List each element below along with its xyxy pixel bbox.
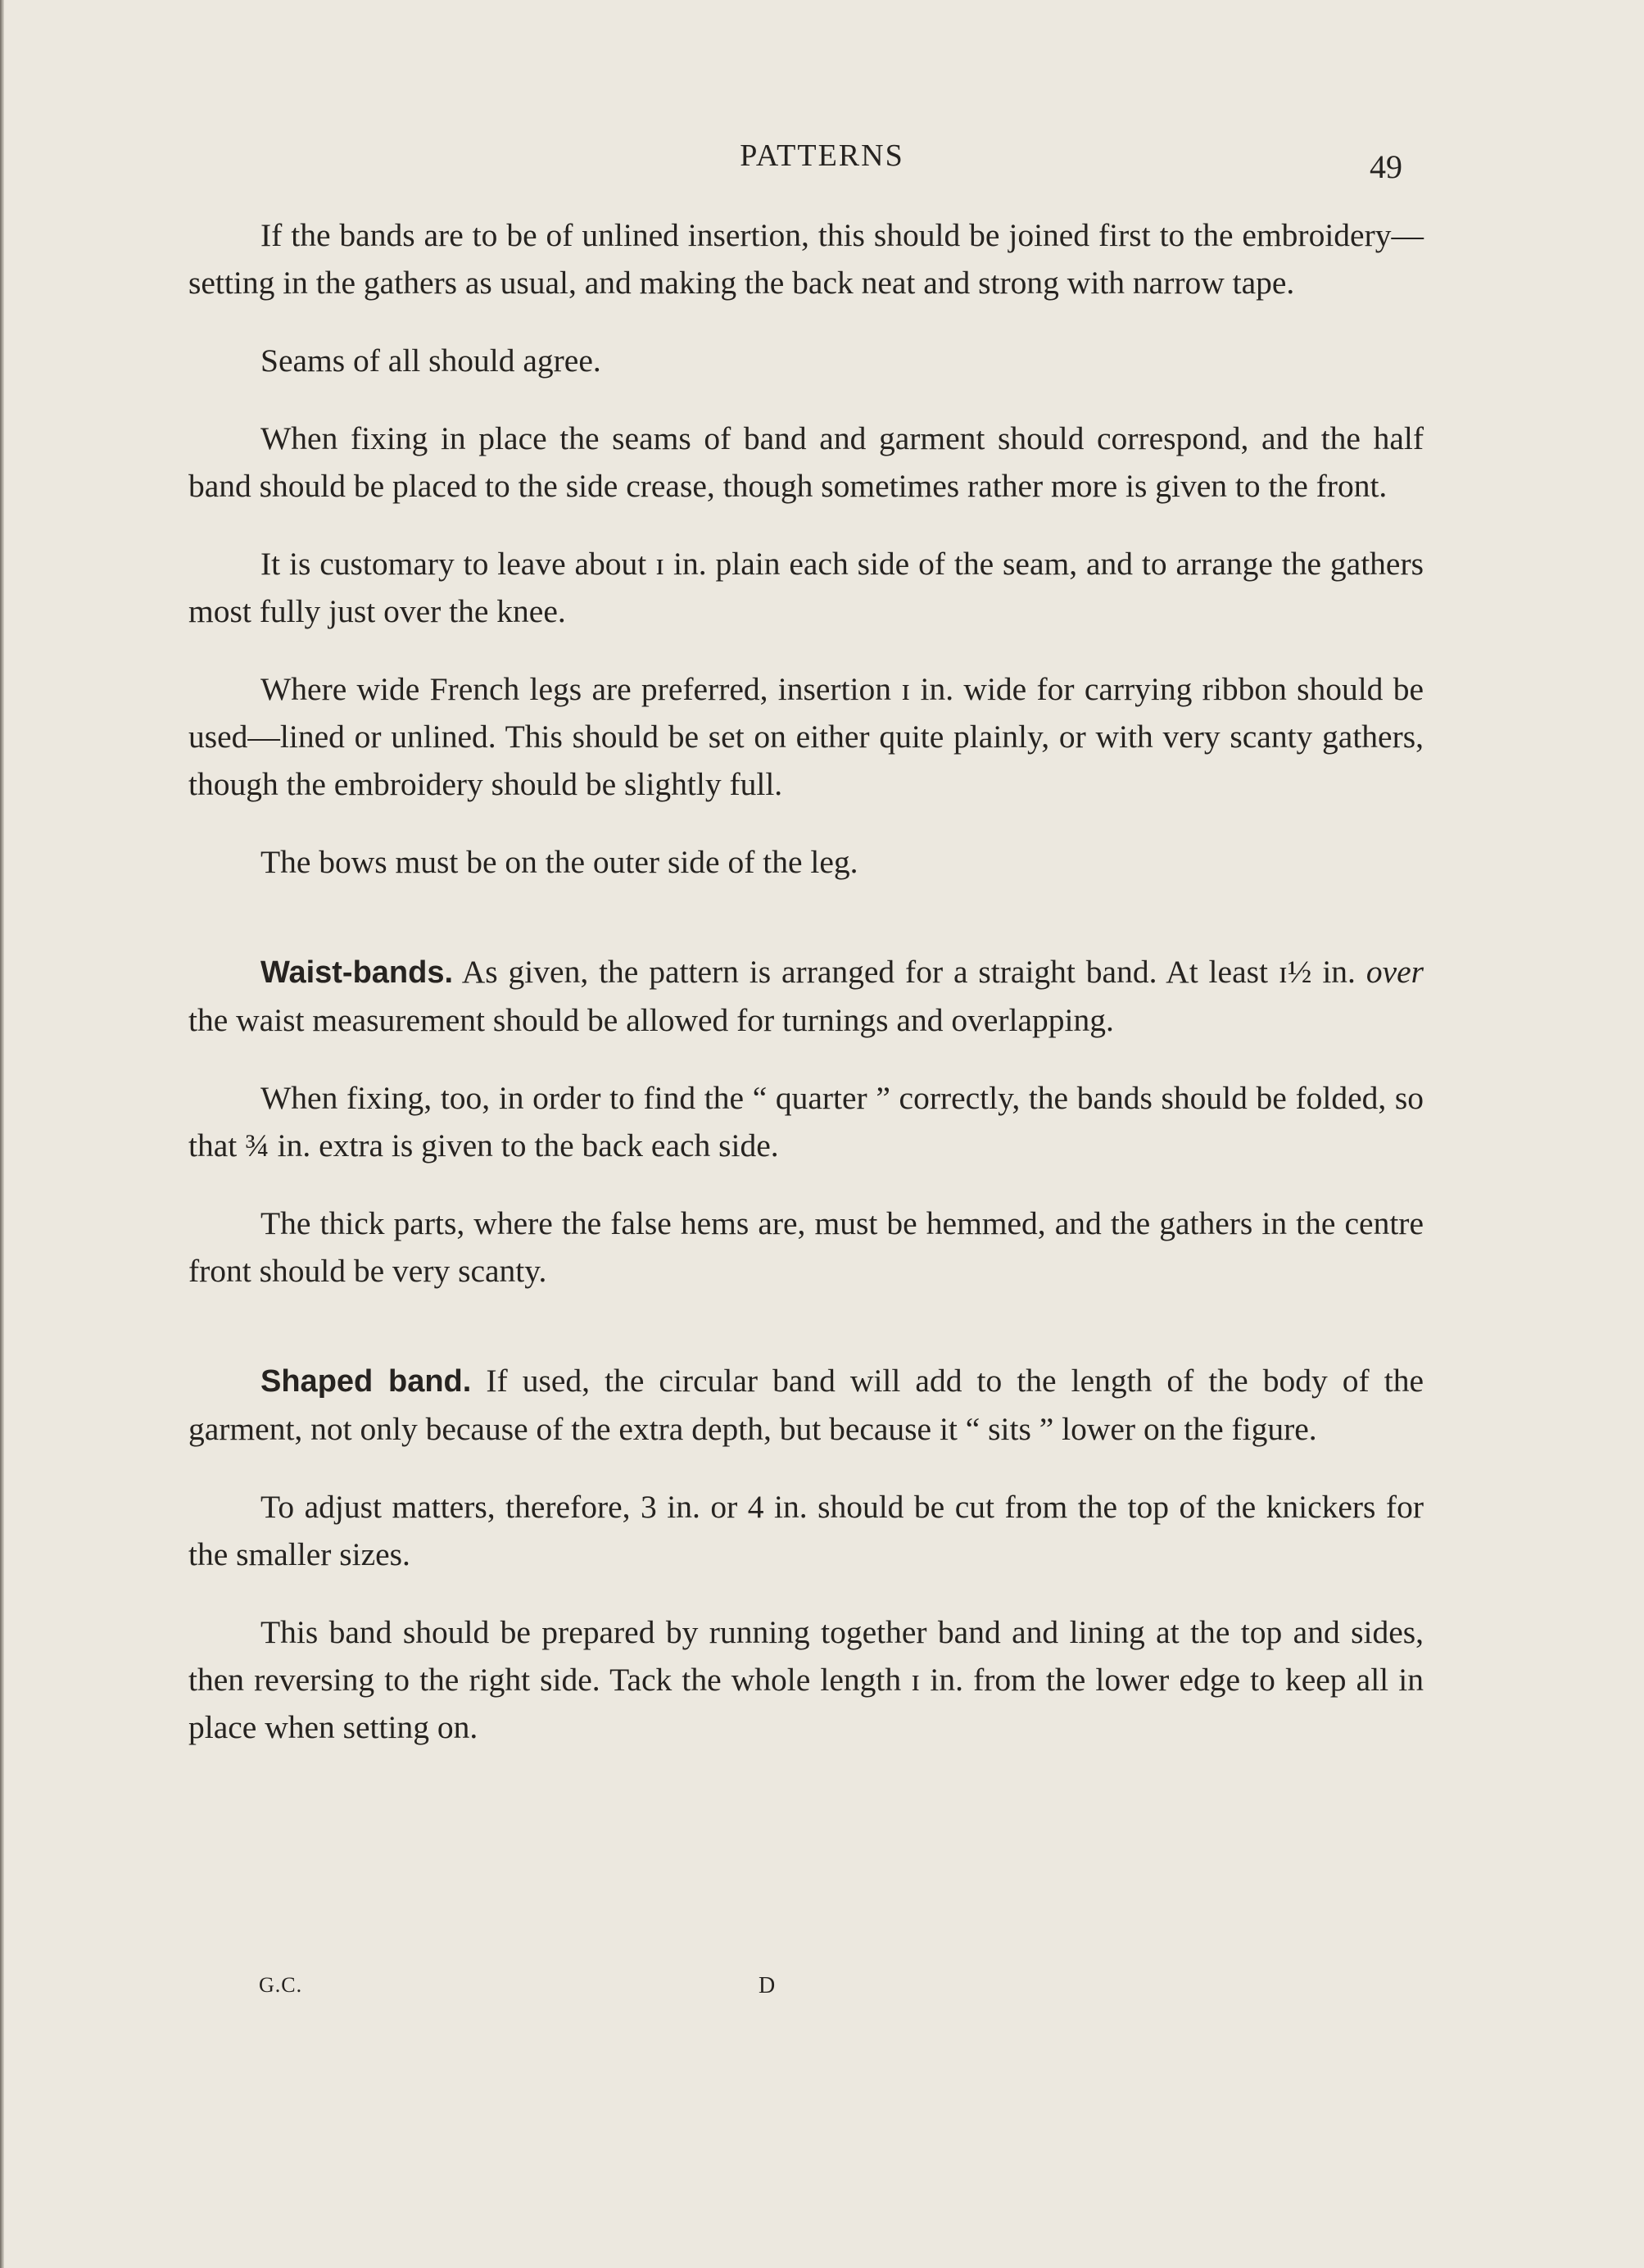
section-heading-shaped-band: Shaped band. <box>260 1364 472 1399</box>
paragraph: The bows must be on the outer side of the leg. <box>260 844 858 880</box>
section-heading-waist-bands: Waist-bands. <box>260 955 454 990</box>
paragraph: When fixing, too, in order to find the “ quarter ” correctly, the bands should be folded, so that ¾ in. extra is given to the back each side. <box>188 1080 1424 1163</box>
signature-mark: G.C. <box>259 1973 303 1997</box>
paragraph: When fixing in place the seams of band and garment should correspond, and the half band should be placed to the side crease, though sometimes rather more is given to the front. <box>188 420 1424 504</box>
body-text <box>188 211 1424 1781</box>
paragraph: It is customary to leave about ɪ in. plain each side of the seam, and to arrange the gathers most fully just over the knee. <box>188 546 1424 629</box>
page-spine-edge <box>0 0 4 2268</box>
shaped-band-section <box>188 1357 1424 1453</box>
section-tail-text: the waist measurement should be allowed for turnings and overlapping. <box>188 1002 1114 1038</box>
paragraph: This band should be prepared by running together band and lining at the top and sides, then reversing to the right side. Tack the whole length ɪ in. from the lower edge to keep all in place when setting on. <box>188 1614 1424 1745</box>
running-head: PATTERNS <box>740 138 904 173</box>
page-number: 49 <box>1370 148 1402 185</box>
paragraph: Where wide French legs are preferred, insertion ɪ in. wide for carrying ribbon should be used—lined or unlined. This should be set on either quite plainly, or with very scanty gathers, though the embroidery should be slightly full. <box>188 671 1424 802</box>
paragraph: To adjust matters, therefore, 3 in. or 4 in. should be cut from the top of the knickers for the smaller sizes. <box>188 1489 1424 1572</box>
signature-letter: D <box>759 1973 776 1998</box>
section-lead-text: As given, the pattern is arranged for a straight band. At least ɪ½ in. <box>453 954 1366 990</box>
paragraph: If the bands are to be of unlined insertion, this should be joined first to the embroidery—setting in the gathers as usual, and making the back neat and strong with narrow tape. <box>188 217 1424 301</box>
paragraph: Seams of all should agree. <box>260 342 601 379</box>
emphasis-word: over <box>1365 954 1424 990</box>
paragraph: The thick parts, where the false hems are, must be hemmed, and the gathers in the centre front should be very scanty. <box>188 1205 1424 1289</box>
section-lead-text: If used, the circular band will add to the length of the body of the garment, not only because of the extra depth, but because it “ sits ” lower on the figure. <box>188 1363 1424 1447</box>
waist-bands-section <box>188 948 1424 1044</box>
